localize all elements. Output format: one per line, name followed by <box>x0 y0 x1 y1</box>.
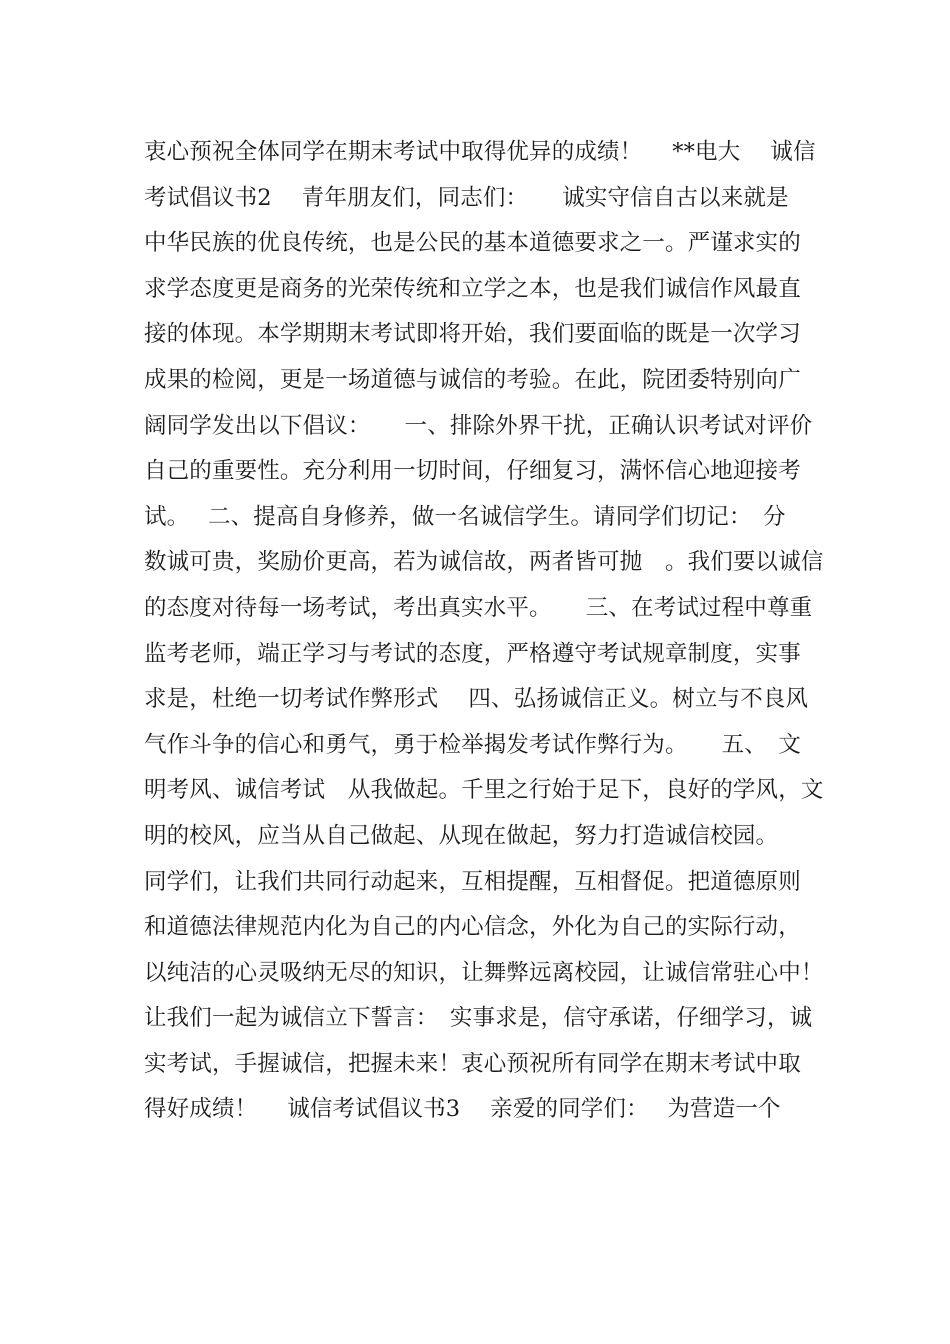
text-line: 以纯洁的心灵吸纳无尽的知识，让舞弊远离校园，让诚信常驻心中！ <box>144 959 824 986</box>
text-line: 明考风、诚信考试 从我做起。千里之行始于足下，良好的学风，文 <box>144 777 824 804</box>
text-line: 自己的重要性。充分利用一切时间，仔细复习，满怀信心地迎接考 <box>144 458 801 485</box>
text-line: 考试倡议书2 青年朋友们，同志们： 诚实守信自古以来就是 <box>144 184 789 211</box>
text-line: 的态度对待每一场考试，考出真实水平。 三、在考试过程中尊重 <box>144 594 813 621</box>
text-line: 成果的检阅，更是一场道德与诚信的考验。在此，院团委特别向广 <box>144 366 801 393</box>
text-line: 监考老师，端正学习与考试的态度，严格遵守考试规章制度，实事 <box>144 640 801 667</box>
text-line: 得好成绩！ 诚信考试倡议书3 亲爱的同学们： 为营造一个 <box>144 1096 781 1123</box>
body-text <box>144 130 824 1133</box>
text-line: 明的校风，应当从自己做起、从现在做起，努力打造诚信校园。 <box>144 822 779 849</box>
text-line: 实考试，手握诚信，把握未来！衷心预祝所有同学在期末考试中取 <box>144 1050 801 1077</box>
text-line: 和道德法律规范内化为自己的内心信念，外化为自己的实际行动， <box>144 914 801 941</box>
text-line: 阔同学发出以下倡议： 一、排除外界干扰，正确认识考试对评价 <box>144 412 813 439</box>
text-line: 接的体现。本学期期末考试即将开始，我们要面临的既是一次学习 <box>144 321 801 348</box>
text-line: 试。 二、提高自身修养，做一名诚信学生。请同学们切记： 分 <box>144 503 786 530</box>
text-line: 中华民族的优良传统，也是公民的基本道德要求之一。严谨求实的 <box>144 230 801 257</box>
text-line: 让我们一起为诚信立下誓言： 实事求是，信守承诺，仔细学习，诚 <box>144 1005 813 1032</box>
text-line: 气作斗争的信心和勇气，勇于检举揭发考试作弊行为。 五、 文 <box>144 731 802 758</box>
text-line: 求是，杜绝一切考试作弊形式 四、弘扬诚信正义。树立与不良风 <box>144 686 809 713</box>
text-line: 数诚可贵，奖励价更高，若为诚信故，两者皆可抛 。我们要以诚信 <box>144 549 824 576</box>
text-line: 衷心预祝全体同学在期末考试中取得优异的成绩！ **电大 诚信 <box>144 139 816 165</box>
text-line: 求学态度更是商务的光荣传统和立学之本，也是我们诚信作风最直 <box>144 275 801 302</box>
text-line: 同学们，让我们共同行动起来，互相提醒，互相督促。把道德原则 <box>144 868 801 895</box>
